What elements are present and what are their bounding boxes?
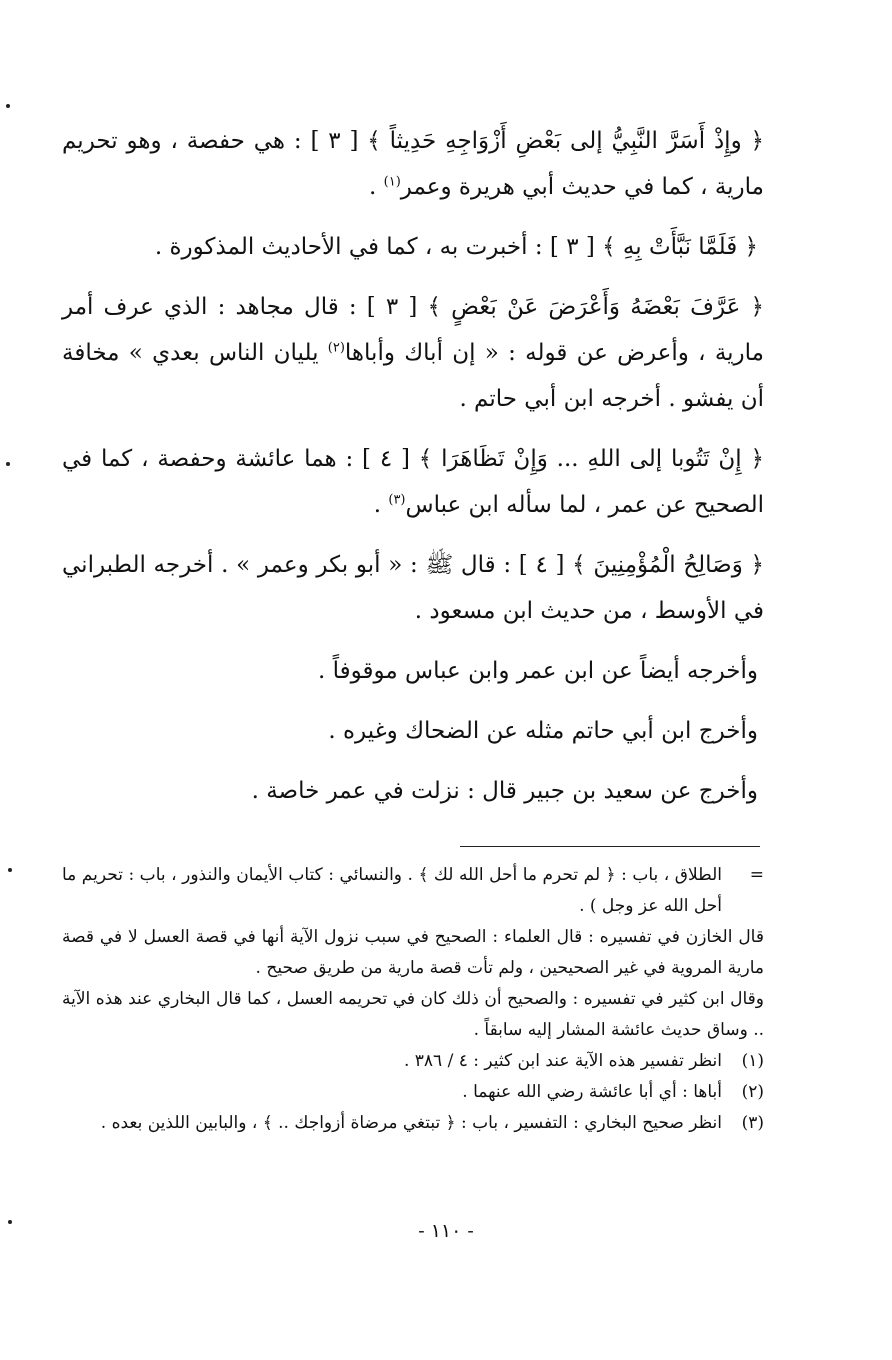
main-text — [62, 118, 764, 828]
footnote-number: (١) — [741, 1051, 764, 1071]
paragraph: ﴿ فَلَمَّا نَبَّأَتْ بِهِ ﴾ [ ٣ ] : أخبرت به ، كما في الأحاديث المذكورة . — [154, 234, 758, 260]
continuation-mark: = — [749, 865, 764, 885]
paragraph: وأخرج ابن أبي حاتم مثله عن الضحاك وغيره . — [328, 718, 758, 744]
footnote-divider — [460, 846, 760, 847]
footnote-paragraph: قال الخازن في تفسيره : قال العلماء : الصحيح في سبب نزول الآية أنها في قصة العسل لا في قصة مارية المروية في غير الصحيحين ، ولم تأت قصة مارية من طريق صحيح . — [62, 927, 764, 978]
footnote-continuation — [62, 860, 764, 922]
footnote-paragraph: الطلاق ، باب : ﴿ لم تحرم ما أحل الله لك ﴾ . والنسائي : كتاب الأيمان والنذور ، باب : تحريم ما أحل الله عز وجل ) . — [62, 865, 722, 916]
scan-mark — [6, 104, 10, 108]
footnote-text: انظر تفسير هذه الآية عند ابن كثير : ٤ / ٣٨٦ . — [403, 1051, 722, 1071]
footnote-text: انظر صحيح البخاري : التفسير ، باب : ﴿ تبتغي مرضاة أزواجك .. ﴾ ، والبابين اللذين بعده . — [100, 1113, 722, 1133]
footnote-ref: (٢) — [327, 340, 345, 356]
scan-mark — [6, 462, 10, 466]
paragraph: ﴿ وإِذْ أَسَرَّ النَّبِيُّ إلى بَعْضِ أَزْوَاجِهِ حَدِيثاً ﴾ [ ٣ ] : هي حفصة ، وهو تحريم مارية ، كما في حديث أبي هريرة وعمر$^{(١)}$ . — [62, 128, 765, 200]
footnote-number: (٢) — [741, 1082, 764, 1102]
footnote-ref: (٣) — [388, 492, 406, 508]
footnote-paragraph: وقال ابن كثير في تفسيره : والصحيح أن ذلك كان في تحريمه العسل ، كما قال البخاري عند هذه الآية .. وساق حديث عائشة المشار إليه سابقاً . — [62, 989, 764, 1040]
paragraph: ﴿ إِنْ تَتُوبا إلى اللهِ ... وَإِنْ تَظَاهَرَا ﴾ [ ٤ ] : هما عائشة وحفصة ، كما في الصحيح عن عمر ، لما سأله ابن عباس$^{(٣)}$ . — [62, 446, 764, 518]
paragraph: ﴿ وَصَالِحُ الْمُؤْمِنِينَ ﴾ [ ٤ ] : قال ﷺ : « أبو بكر وعمر » . أخرجه الطبراني في الأوسط ، من حديث ابن مسعود . — [62, 552, 764, 624]
paragraph: وأخرج عن سعيد بن جبير قال : نزلت في عمر خاصة . — [251, 778, 758, 804]
footnote-number: (٣) — [741, 1113, 764, 1133]
scan-mark — [8, 868, 12, 872]
footnote-text: أباها : أي أبا عائشة رضي الله عنهما . — [462, 1082, 722, 1102]
footnote-ref: (١) — [383, 174, 401, 190]
page-number: - ١١٠ - — [418, 1220, 474, 1242]
footnote-item — [62, 1046, 764, 1077]
paragraph: ﴿ عَرَّفَ بَعْضَهُ وَأَعْرَضَ عَنْ بَعْضٍ ﴾ [ ٣ ] : قال مجاهد : الذي عرف أمر مارية ، وأعرض عن قوله : « إن أباك وأباها$^{(٢)}$ يليان الناس بعدي » مخافة أن يفشو . أخرجه ابن أبي حاتم . — [62, 294, 764, 412]
footnotes — [62, 860, 764, 1139]
footnote-item — [62, 1077, 764, 1108]
footnote-item — [62, 1108, 764, 1139]
paragraph: وأخرجه أيضاً عن ابن عمر وابن عباس موقوفاً . — [318, 658, 758, 684]
